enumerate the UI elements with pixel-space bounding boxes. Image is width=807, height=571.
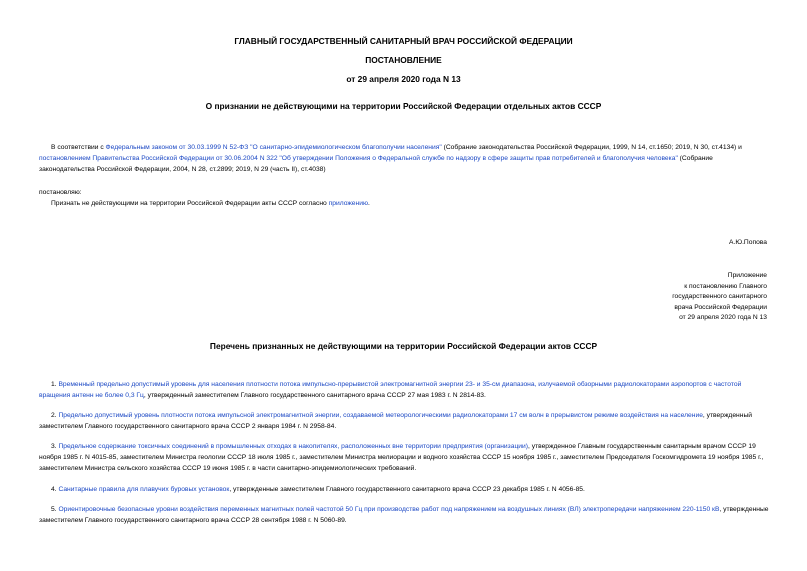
item-text: , утвержденные заместителем Главного государственного санитарного врача СССР 23 декабря 1985 г. N 4056-85. — [229, 486, 585, 493]
issuing-authority: ГЛАВНЫЙ ГОСУДАРСТВЕННЫЙ САНИТАРНЫЙ ВРАЧ РОССИЙСКОЙ ФЕДЕРАЦИИ — [234, 36, 573, 46]
item-text: , утвержденное Главным государственным санитарным врачом СССР 19 ноября 1985 г. N 4015-85, заместителем Министра геологии СССР 18 июля 1985 г., заместителем Министра мелиорации и водного хозяйства СССР 15 ноября 1985 г., заместителем Председателя Госкомгидромета 19 ноября 1985 г., заместителем Министра сельского хозяйства СССР 19 июня 1985 г. в части санитарно-эпидемиологических требований. — [39, 443, 764, 472]
decision-text-1: Признать не действующими на территории Российской Федерации акты СССР согласно — [51, 200, 329, 207]
item-text: , утвержденные заместителем Главного государственного санитарного врача СССР 28 сентября 1988 г. N 5060-89. — [39, 506, 769, 524]
appendix-note-line: от 29 апреля 2020 года N 13 — [679, 314, 767, 321]
appendix-note — [672, 271, 767, 324]
preamble-text-1: В соответствии с — [51, 144, 106, 151]
list-item — [39, 441, 770, 474]
item-act-link[interactable]: Санитарные правила для плавучих буровых установок — [58, 486, 230, 493]
list-item — [39, 504, 770, 526]
federal-law-link[interactable]: Федеральным законом от 30.03.1999 N 52-ФЗ "О санитарно-эпидемиологическом благополучии населения" — [105, 144, 442, 151]
item-act-link[interactable]: Предельное содержание токсичных соединений в промышленных отходах в накопителях, расположенных вне территории предприятия (организации) — [58, 443, 528, 450]
item-number: 1. — [51, 381, 59, 388]
item-act-link[interactable]: Временный предельно допустимый уровень для населения плотности потока импульсно-прерывистой электромагнитной энергии 23- и 35-см диапазона, излучаемой обзорными радиолокаторами аэропортов с частотой вращения антенн не более 0,3 Гц — [39, 381, 742, 399]
item-act-link[interactable]: Ориентировочные безопасные уровни воздействия переменных магнитных полей частотой 50 Гц при производстве работ под напряжением на воздушных линиях (ВЛ) электропередачи напряжением 220-1150 кВ — [58, 506, 720, 513]
list-item — [39, 379, 770, 401]
signature: А.Ю.Попова — [729, 239, 767, 246]
item-number: 3. — [51, 443, 59, 450]
item-number: 4. — [51, 486, 59, 493]
list-item — [39, 484, 770, 495]
item-act-link[interactable]: Предельно допустимый уровень плотности потока импульсной электромагнитной энергии, создаваемой метеорологическими радиолокаторами 17 см волн в прерывистом режиме воздействия на население — [58, 412, 703, 419]
preamble-text-3: (Собрание законодательства Российской Федерации, 2004, N 28, ст.2899; 2019, N 29 (часть II), ст.4038) — [39, 155, 713, 173]
appendix-note-line: Приложение — [727, 272, 767, 279]
appendix-note-line: государственного санитарного — [672, 293, 767, 300]
item-text: , утвержденный заместителем Главного государственного санитарного врача СССР 2 января 1984 г. N 2958-84. — [39, 412, 752, 430]
document-type: ПОСТАНОВЛЕНИЕ — [365, 55, 442, 65]
item-text: , утвержденный заместителем Главного государственного санитарного врача СССР 27 мая 1983 г. N 2814-83. — [143, 392, 486, 399]
list-title: Перечень признанных не действующими на территории Российской Федерации актов СССР — [209, 341, 598, 351]
preamble-text-2: (Собрание законодательства Российской Федерации, 1999, N 14, ст.1650; 2019, N 30, ст.4134) и — [441, 144, 742, 151]
item-number: 2. — [51, 412, 59, 419]
item-number: 5. — [51, 506, 59, 513]
decision-text-2: . — [367, 200, 370, 207]
decision-paragraph — [39, 198, 770, 209]
appendix-note-line: врача Российской Федерации — [674, 303, 767, 311]
government-decree-link[interactable]: постановлением Правительства Российской Федерации от 30.06.2004 N 322 "Об утверждении Положения о Федеральной службе по надзору в сфере защиты прав потребителей и благополучия человека" — [39, 155, 678, 162]
appendix-note-line: к постановлению Главного — [684, 282, 767, 290]
preamble — [39, 142, 770, 175]
document-date-number: от 29 апреля 2020 года N 13 — [346, 74, 461, 84]
document-title: О признании не действующими на территории Российской Федерации отдельных актов СССР — [205, 101, 602, 111]
resolve-word: постановляю: — [39, 189, 82, 196]
list-item — [39, 410, 770, 432]
appendix-link[interactable]: приложению — [328, 200, 368, 207]
